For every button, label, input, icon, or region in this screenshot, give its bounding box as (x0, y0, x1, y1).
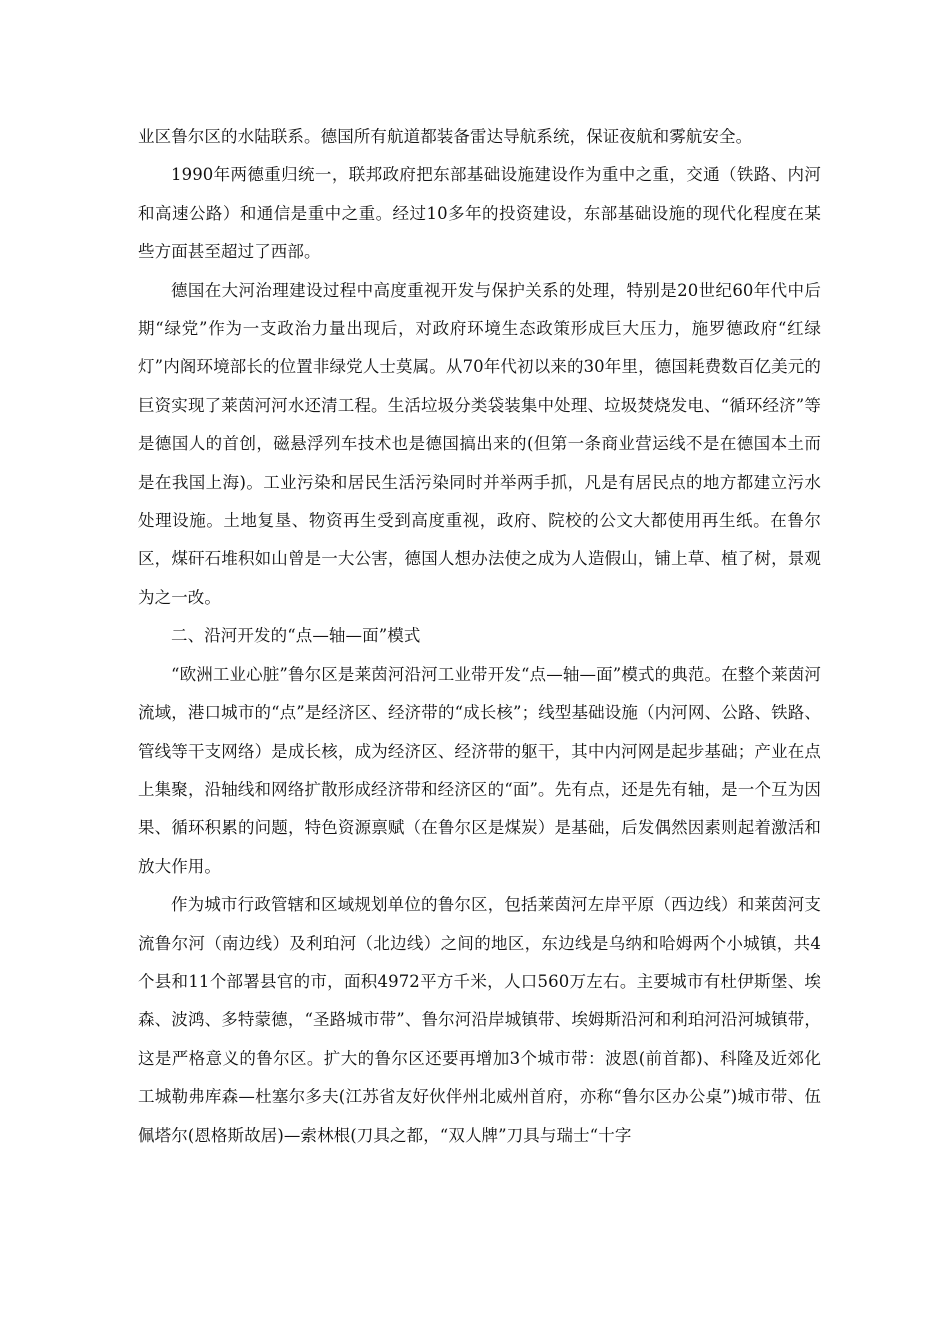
paragraph-reunification-infrastructure: 1990年两德重归统一，联邦政府把东部基础设施建设作为重中之重，交通（铁路、内河和高速公路）和通信是重中之重。经过10多年的投资建设，东部基础设施的现代化程度在某些方面甚至超过了西部。 (138, 165, 821, 262)
document-body (138, 118, 821, 1155)
paragraph-environmental-protection: 德国在大河治理建设过程中高度重视开发与保护关系的处理，特别是20世纪60年代中后期“绿党”作为一支政治力量出现后，对政府环境生态政策形成巨大压力，施罗德政府“红绿灯”内阁环境部长的位置非绿党人士莫属。从70年代初以来的30年里，德国耗费数百亿美元的巨资实现了莱茵河河水还清工程。生活垃圾分类袋装集中处理、垃圾焚烧发电、“循环经济”等是德国人的首创，磁悬浮列车技术也是德国搞出来的(但第一条商业营运线不是在德国本土而是在我国上海)。工业污染和居民生活污染同时并举两手抓，凡是有居民点的地方都建立污水处理设施。土地复垦、物资再生受到高度重视，政府、院校的公文大都使用再生纸。在鲁尔区，煤矸石堆积如山曾是一大公害，德国人想办法使之成为人造假山，铺上草、植了树，景观为之一改。 (138, 280, 821, 607)
paragraph-ruhr-region-definition: 作为城市行政管辖和区域规划单位的鲁尔区，包括莱茵河左岸平原（西边线）和莱茵河支流鲁尔河（南边线）及利珀河（北边线）之间的地区，东边线是乌纳和哈姆两个小城镇，共4个县和11个部署县官的市，面积4972平方千米，人口560万左右。主要城市有杜伊斯堡、埃森、波鸿、多特蒙德，“圣路城市带”、鲁尔河沿岸城镇带、埃姆斯沿河和利珀河沿河城镇带，这是严格意义的鲁尔区。扩大的鲁尔区还要再增加3个城市带：波恩(前首都)、科隆及近郊化工城勒弗库森—杜塞尔多夫(江苏省友好伙伴州北威州首府，亦称“鲁尔区办公桌”)城市带、伍佩塔尔(恩格斯故居)—索林根(刀具之都，“双人牌”刀具与瑞士“十字 (138, 895, 821, 1145)
paragraph-continuation: 业区鲁尔区的水陆联系。德国所有航道都装备雷达导航系统，保证夜航和雾航安全。 (138, 127, 753, 146)
paragraph-point-axis-area-model: “欧洲工业心脏”鲁尔区是莱茵河沿河工业带开发“点—轴—面”模式的典范。在整个莱茵河流域，港口城市的“点”是经济区、经济带的“成长核”；线型基础设施（内河网、公路、铁路、管线等干支网络）是成长核，成为经济区、经济带的躯干，其中内河网是起步基础；产业在点上集聚，沿轴线和网络扩散形成经济带和经济区的“面”。先有点，还是先有轴，是一个互为因果、循环积累的问题，特色资源禀赋（在鲁尔区是煤炭）是基础，后发偶然因素则起着激活和放大作用。 (138, 664, 821, 876)
section-heading: 二、沿河开发的“点—轴—面”模式 (171, 626, 421, 646)
